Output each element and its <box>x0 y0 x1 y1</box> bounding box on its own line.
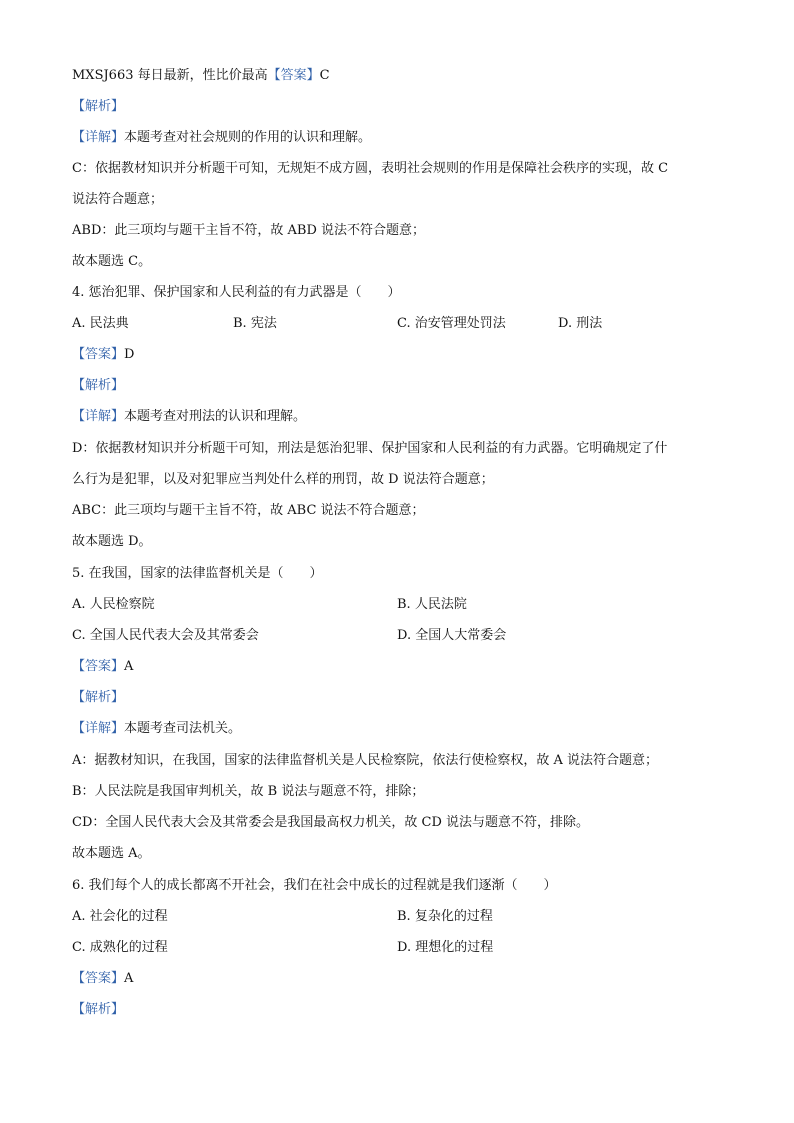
conclusion-line: 故本题选 A。 <box>72 846 151 861</box>
explanation-line: B：人民法院是我国审判机关，故 B 说法与题意不符，排除； <box>72 784 425 799</box>
analysis-label: 【解析】 <box>72 1002 125 1017</box>
analysis-label: 【解析】 <box>72 690 125 705</box>
detail-line <box>72 129 734 147</box>
question-stem: 4. 惩治犯罪、保护国家和人民利益的有力武器是（ ） <box>72 285 401 300</box>
option-b: B. 宪法 <box>233 316 277 331</box>
answer-value: A <box>124 659 134 674</box>
detail-line <box>72 720 734 738</box>
explanation-line: 么行为是犯罪，以及对犯罪应当判处什么样的刑罚，故 D 说法符合题意； <box>72 472 494 487</box>
watermark-text: MXSJ663 每日最新，性比价最高 <box>72 68 268 83</box>
option-b: B. 人民法院 <box>397 597 467 612</box>
answer-tag: 【答案】 <box>72 971 125 986</box>
option-a: A. 民法典 <box>72 316 129 331</box>
detail-text: 本题考查对刑法的认识和理解。 <box>124 409 307 424</box>
answer-line <box>72 346 734 364</box>
conclusion-line: 故本题选 D。 <box>72 534 152 549</box>
option-a: A. 社会化的过程 <box>72 909 168 924</box>
analysis-label: 【解析】 <box>72 99 125 114</box>
answer-line <box>72 658 734 676</box>
explanation-line: CD：全国人民代表大会及其常委会是我国最高权力机关，故 CD 说法与题意不符，排除。 <box>72 815 590 830</box>
detail-text: 本题考查司法机关。 <box>124 721 242 736</box>
option-a: A. 人民检察院 <box>72 597 155 612</box>
answer-line <box>72 970 734 988</box>
answer-tag: 【答案】 <box>72 659 125 674</box>
option-c: C. 治安管理处罚法 <box>397 316 506 331</box>
explanation-line: 说法符合题意； <box>72 192 164 207</box>
analysis-label: 【解析】 <box>72 378 125 393</box>
answer-value: D <box>124 347 135 362</box>
option-d: D. 理想化的过程 <box>397 940 494 955</box>
answer-tag: 【答案】 <box>267 68 320 83</box>
answer-value: C <box>319 68 330 83</box>
option-d: D. 全国人大常委会 <box>397 628 507 643</box>
detail-tag: 【详解】 <box>72 409 125 424</box>
explanation-line: A：据教材知识，在我国，国家的法律监督机关是人民检察院，依法行使检察权，故 A 说法符合题意； <box>72 753 659 768</box>
option-d: D. 刑法 <box>558 316 603 331</box>
question-stem: 6. 我们每个人的成长都离不开社会，我们在社会中成长的过程就是我们逐渐（ ） <box>72 878 557 893</box>
detail-text: 本题考查对社会规则的作用的认识和理解。 <box>124 130 372 145</box>
option-c: C. 成熟化的过程 <box>72 940 168 955</box>
detail-tag: 【详解】 <box>72 130 125 145</box>
header-line <box>72 67 734 85</box>
answer-value: A <box>124 971 134 986</box>
explanation-line: C：依据教材知识并分析题干可知，无规矩不成方圆，表明社会规则的作用是保障社会秩序的实现，故 C <box>72 161 669 176</box>
detail-tag: 【详解】 <box>72 721 125 736</box>
explanation-line: ABC：此三项均与题干主旨不符，故 ABC 说法不符合题意； <box>72 503 425 518</box>
option-b: B. 复杂化的过程 <box>397 909 493 924</box>
conclusion-line: 故本题选 C。 <box>72 254 152 269</box>
explanation-line: D：依据教材知识并分析题干可知，刑法是惩治犯罪、保护国家和人民利益的有力武器。它明确规定了什 <box>72 441 668 456</box>
detail-line <box>72 408 734 426</box>
option-c: C. 全国人民代表大会及其常委会 <box>72 628 259 643</box>
question-stem: 5. 在我国，国家的法律监督机关是（ ） <box>72 566 323 581</box>
answer-tag: 【答案】 <box>72 347 125 362</box>
explanation-line: ABD：此三项均与题干主旨不符，故 ABD 说法不符合题意； <box>72 223 425 238</box>
